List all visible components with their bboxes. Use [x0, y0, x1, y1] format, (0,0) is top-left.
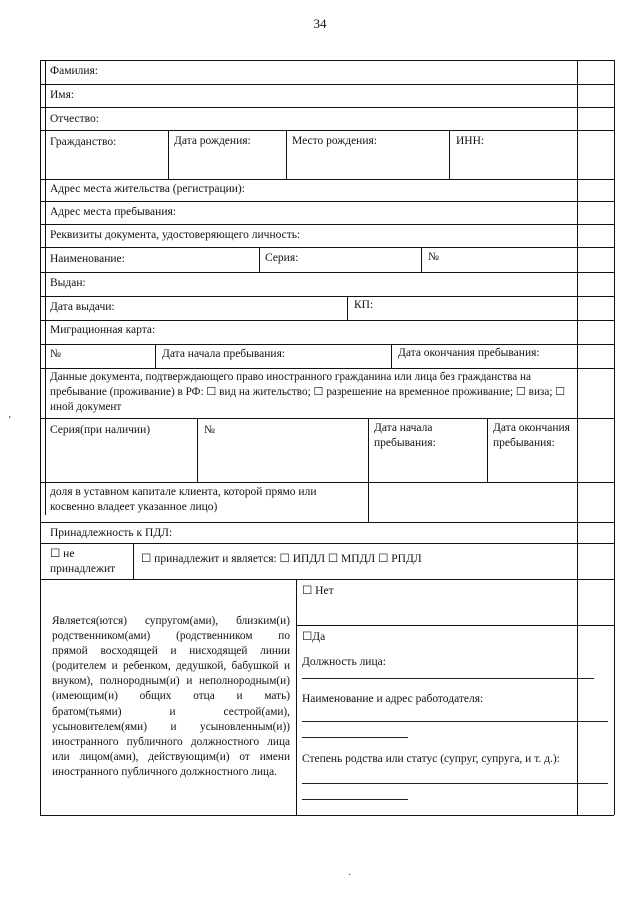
position-label: Должность лица: — [302, 656, 386, 668]
doc-stay-end-label-1: Дата окончания — [493, 422, 570, 434]
residence-doc-line-2: пребывание (проживание) в РФ: ☐ вид на жительство; ☐ разрешение на временное проживание; ☐ виза; ☐ — [50, 386, 566, 398]
scan-mark: · — [348, 870, 352, 881]
relative-line: иностранного публичного должностного лица — [52, 735, 290, 748]
doc-stay-end-label-2: пребывания: — [493, 437, 555, 449]
relative-line: Является(ются) супругом(ами), близким(и) — [52, 615, 290, 627]
series-optional-label: Серия(при наличии) — [50, 424, 151, 436]
pdl-not-belong-checkbox[interactable]: ☐ не — [50, 548, 75, 560]
patronymic-label: Отчество: — [50, 113, 99, 125]
relative-line: усыновителем(ями) и усыновленным(и)) — [52, 720, 290, 733]
kp-label: КП: — [354, 299, 374, 311]
stay-address-label: Адрес места пребывания: — [50, 206, 176, 218]
residence-doc-line-3: иной документ — [50, 401, 122, 413]
migration-number-label: № — [50, 348, 61, 360]
pdl-header: Принадлежность к ПДЛ: — [50, 527, 173, 539]
series-label: Серия: — [265, 252, 299, 264]
stay-start-label: Дата начала пребывания: — [162, 348, 286, 360]
number-label: № — [428, 251, 439, 263]
relative-line: (имеющим(и) общих отца и мать) — [52, 690, 290, 703]
birth-date-label: Дата рождения: — [174, 135, 251, 147]
relative-line: прямой восходящей и нисходящей линии — [52, 645, 290, 658]
doc-stay-start-label-1: Дата начала — [374, 422, 433, 434]
pdl-relative-text — [52, 614, 290, 780]
employer-label: Наименование и адрес работодателя: — [302, 693, 484, 705]
relative-line: братом(тьями) и сестрой(ами), — [52, 705, 290, 718]
residence-doc-line-1: Данные документа, подтверждающего право иностранного гражданина или лица без гражданства на — [50, 371, 531, 383]
name-label: Имя: — [50, 89, 75, 101]
doc-name-label: Наименование: — [50, 253, 125, 265]
pdl-no-checkbox[interactable]: ☐ Нет — [302, 585, 334, 597]
capital-share-line-1: доля в уставном капитале клиента, которой прямо или — [50, 486, 317, 498]
relation-label: Степень родства или статус (супруг, супруга, и т. д.): — [302, 753, 560, 765]
doc-number-label: № — [204, 424, 215, 436]
page-number: 34 — [313, 16, 327, 31]
relative-line: родственником(ами) (родственником по — [52, 630, 290, 643]
relative-line: или лицом(ами), действующим(и) от имени — [52, 750, 290, 763]
inn-label: ИНН: — [456, 135, 485, 147]
relative-line: иностранного публичного должностного лица. — [52, 765, 277, 778]
pdl-not-belong-label: принадлежит — [50, 563, 116, 575]
capital-share-line-2: косвенно владеет указанное лицо) — [50, 501, 218, 513]
scan-mark: ʼ — [8, 415, 12, 426]
doc-stay-start-label-2: пребывания: — [374, 437, 436, 449]
id-document-label: Реквизиты документа, удостоверяющего личность: — [50, 229, 301, 241]
pdl-yes-checkbox[interactable]: ☐Да — [302, 631, 326, 643]
issued-by-label: Выдан: — [50, 277, 86, 289]
registration-address-label: Адрес места жительства (регистрации): — [50, 183, 245, 195]
pdl-belongs-options[interactable]: ☐ принадлежит и является: ☐ ИПДЛ ☐ МПДЛ ☐ РПДЛ — [141, 553, 422, 565]
surname-label: Фамилия: — [50, 65, 98, 77]
citizenship-label: Гражданство: — [50, 136, 117, 148]
birth-place-label: Место рождения: — [292, 135, 377, 147]
relative-line: внуком), полнородным(и) и неполнородным(и) — [52, 675, 290, 688]
migration-card-label: Миграционная карта: — [50, 324, 156, 336]
relative-line: (родителем и ребенком, дедушкой, бабушкой и — [52, 660, 290, 673]
stay-end-label: Дата окончания пребывания: — [398, 347, 540, 359]
issue-date-label: Дата выдачи: — [50, 301, 115, 313]
